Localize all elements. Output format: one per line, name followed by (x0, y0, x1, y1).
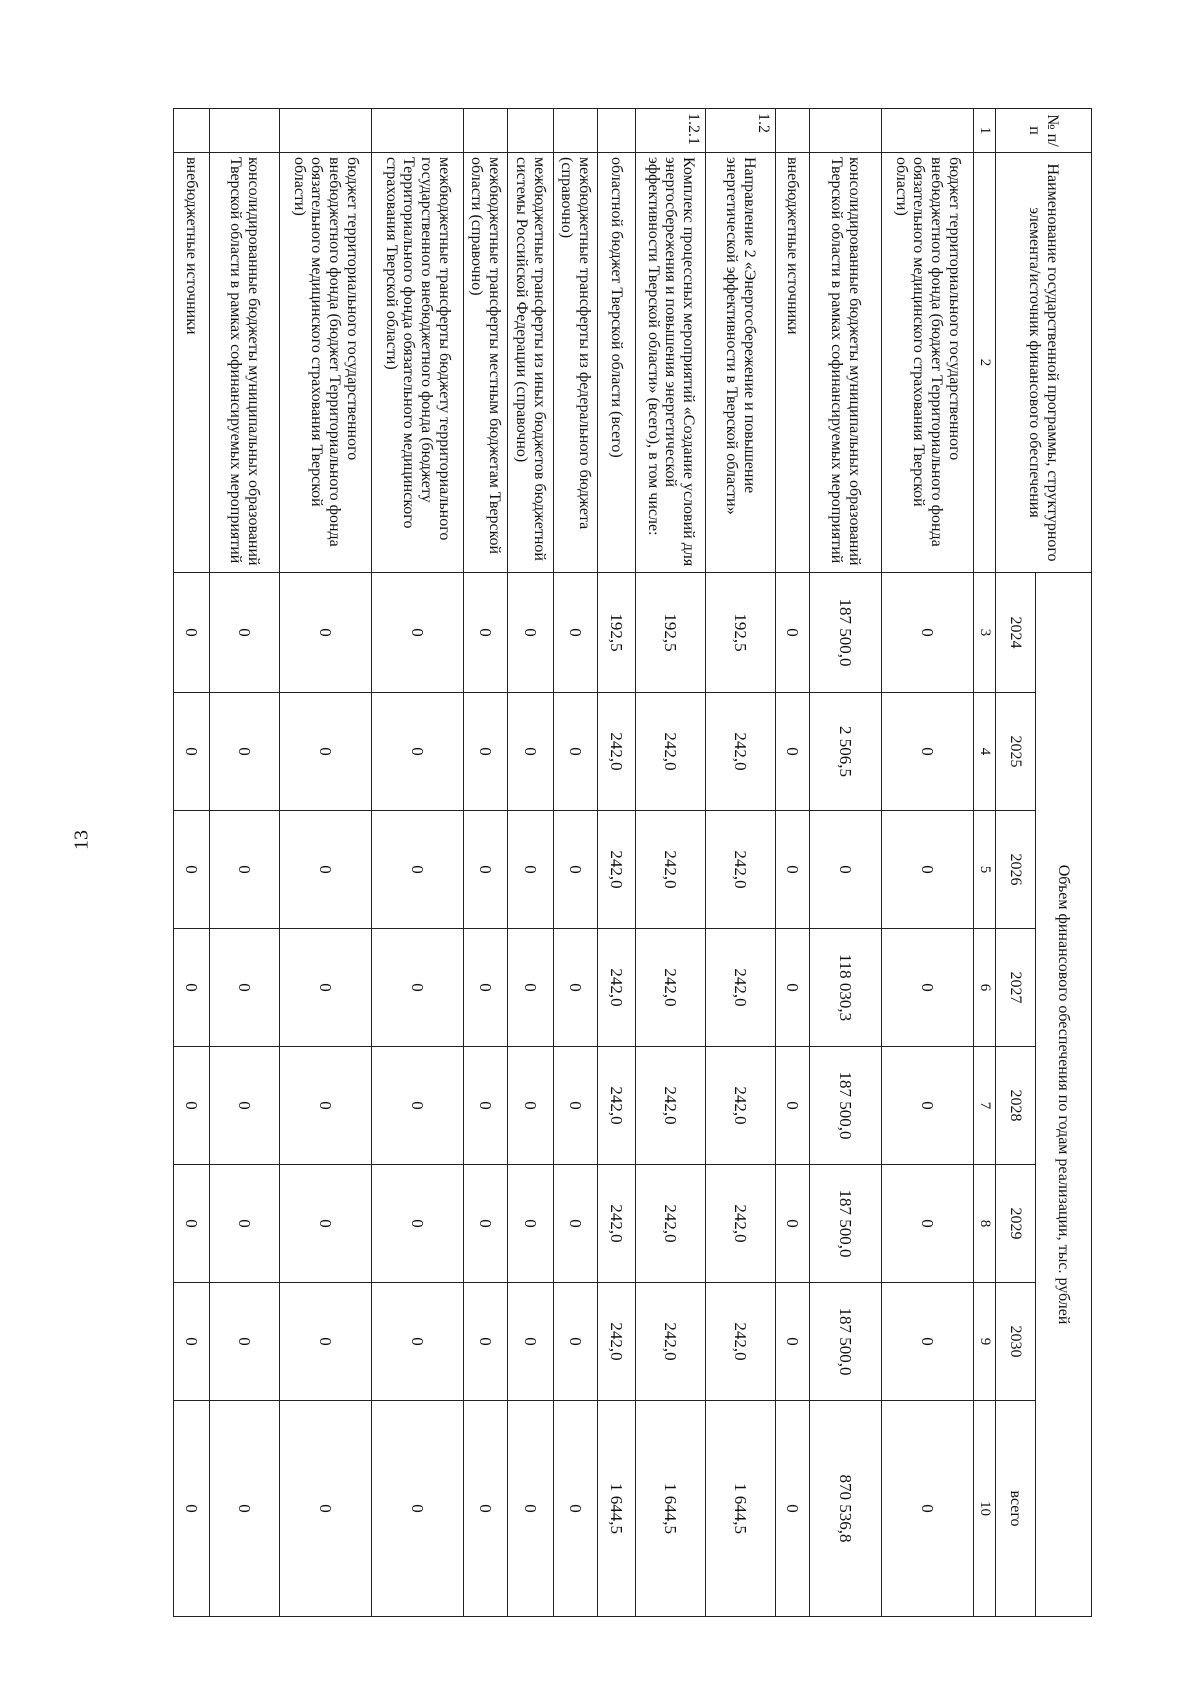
row-name: межбюджетные трансферты из иных бюджетов бюджетной системы Российской Федерации (справочно) (508, 153, 554, 573)
row-value: 0 (882, 1047, 974, 1165)
column-number: 3 (974, 573, 996, 693)
row-value: 242,0 (636, 1283, 706, 1401)
table-row (598, 109, 636, 1617)
column-number: 6 (974, 929, 996, 1047)
row-name: консолидированные бюджеты муниципальных образований Тверской области в рамках софинансируемых мероприятий (810, 153, 882, 573)
header-name: Наименование государственной программы, структурного элемента/источник финансового обеспечения (996, 153, 1092, 573)
header-funding: Объем финансового обеспечения по годам реализации, тыс. рублей (1036, 573, 1092, 1617)
column-number: 7 (974, 1047, 996, 1165)
row-value: 242,0 (598, 811, 636, 929)
row-value: 0 (554, 1283, 598, 1401)
row-value: 0 (776, 1165, 810, 1283)
row-value: 242,0 (598, 1283, 636, 1401)
row-total: 0 (464, 1401, 508, 1617)
row-value: 0 (508, 573, 554, 693)
table-row (372, 109, 464, 1617)
row-value: 0 (464, 1165, 508, 1283)
table-row (554, 109, 598, 1617)
row-name: бюджет территориального государственного внебюджетного фонда (бюджет Территориального фонда обязательного медицинского страхования Тверской области) (882, 153, 974, 573)
row-number (464, 109, 508, 153)
table-row (810, 109, 882, 1617)
row-value: 242,0 (636, 693, 706, 811)
row-value: 0 (280, 1283, 372, 1401)
row-number (508, 109, 554, 153)
row-value: 0 (280, 1047, 372, 1165)
row-value: 0 (882, 929, 974, 1047)
row-value: 0 (210, 693, 280, 811)
header-year: 2030 (996, 1283, 1036, 1401)
row-value: 0 (776, 573, 810, 693)
row-name: областной бюджет Тверской области (всего) (598, 153, 636, 573)
row-value: 0 (174, 929, 210, 1047)
column-number: 10 (974, 1401, 996, 1617)
row-value: 0 (372, 1047, 464, 1165)
header-year: 2029 (996, 1165, 1036, 1283)
row-value: 0 (210, 1283, 280, 1401)
row-number (810, 109, 882, 153)
column-number: 1 (974, 109, 996, 153)
row-value: 118 030,3 (810, 929, 882, 1047)
header-total: всего (996, 1401, 1036, 1617)
row-value: 0 (776, 1047, 810, 1165)
row-value: 2 506,5 (810, 693, 882, 811)
row-value: 0 (280, 693, 372, 811)
row-value: 0 (464, 811, 508, 929)
row-total: 0 (210, 1401, 280, 1617)
row-value: 0 (174, 1165, 210, 1283)
row-number: 1.2 (706, 109, 776, 153)
row-number: 1.2.1 (636, 109, 706, 153)
rotated-table-wrapper (184, 108, 1092, 1616)
row-name: межбюджетные трансферты бюджету территориального государственного внебюджетного фонда (бюджету Территориального фонда обязательного медицинского страхования Тверской области) (372, 153, 464, 573)
row-value: 0 (508, 1165, 554, 1283)
row-value: 0 (210, 811, 280, 929)
row-value: 0 (464, 693, 508, 811)
row-value: 0 (280, 573, 372, 693)
row-name: межбюджетные трансферты местным бюджетам Тверской области (справочно) (464, 153, 508, 573)
row-value: 0 (372, 1283, 464, 1401)
row-value: 0 (508, 1283, 554, 1401)
row-value: 0 (554, 1047, 598, 1165)
row-value: 242,0 (636, 1165, 706, 1283)
row-value: 187 500,0 (810, 1165, 882, 1283)
row-value: 242,0 (598, 1047, 636, 1165)
row-number (174, 109, 210, 153)
row-total: 0 (882, 1401, 974, 1617)
row-value: 187 500,0 (810, 1047, 882, 1165)
row-value: 242,0 (598, 1165, 636, 1283)
column-number: 9 (974, 1283, 996, 1401)
row-total: 1 644,5 (706, 1401, 776, 1617)
row-value: 192,5 (636, 573, 706, 693)
row-value: 242,0 (598, 693, 636, 811)
row-value: 0 (174, 693, 210, 811)
row-value: 0 (174, 1283, 210, 1401)
row-total: 0 (776, 1401, 810, 1617)
header-year: 2025 (996, 693, 1036, 811)
row-total: 0 (554, 1401, 598, 1617)
row-value: 242,0 (706, 693, 776, 811)
row-value: 0 (372, 573, 464, 693)
table-row (508, 109, 554, 1617)
row-value: 0 (464, 1047, 508, 1165)
page-number: 13 (70, 830, 93, 850)
row-number (372, 109, 464, 153)
row-value: 0 (508, 1047, 554, 1165)
table-row (174, 109, 210, 1617)
row-value: 242,0 (706, 811, 776, 929)
row-name: внебюджетные источники (174, 153, 210, 573)
row-value: 0 (508, 693, 554, 811)
row-value: 242,0 (706, 1047, 776, 1165)
row-value: 242,0 (598, 929, 636, 1047)
column-number: 2 (974, 153, 996, 573)
row-name: консолидированные бюджеты муниципальных образований Тверской области в рамках софинансируемых мероприятий (210, 153, 280, 573)
row-number (554, 109, 598, 153)
row-total: 0 (174, 1401, 210, 1617)
row-number (776, 109, 810, 153)
row-value: 0 (210, 1165, 280, 1283)
row-value: 0 (210, 1047, 280, 1165)
column-number: 4 (974, 693, 996, 811)
header-year: 2027 (996, 929, 1036, 1047)
row-value: 0 (508, 811, 554, 929)
funding-table (173, 108, 1092, 1617)
row-value: 242,0 (706, 1283, 776, 1401)
row-value: 0 (882, 573, 974, 693)
row-total: 0 (508, 1401, 554, 1617)
column-number: 8 (974, 1165, 996, 1283)
header-year: 2026 (996, 811, 1036, 929)
row-value: 0 (882, 811, 974, 929)
row-value: 0 (174, 811, 210, 929)
row-value: 0 (372, 929, 464, 1047)
row-value: 0 (174, 1047, 210, 1165)
table-row (636, 109, 706, 1617)
row-number (882, 109, 974, 153)
table-row (776, 109, 810, 1617)
row-name: бюджет территориального государственного внебюджетного фонда (бюджет Территориального фонда обязательного медицинского страхования Тверской области) (280, 153, 372, 573)
row-name: Комплекс процессных мероприятий «Создание условий для энергосбережения и повышения энергетической эффективности Тверской области» (всего), в том числе: (636, 153, 706, 573)
row-value: 0 (776, 929, 810, 1047)
row-value: 0 (280, 929, 372, 1047)
row-total: 1 644,5 (636, 1401, 706, 1617)
row-value: 0 (280, 811, 372, 929)
row-value: 0 (210, 929, 280, 1047)
row-value: 0 (882, 1165, 974, 1283)
table-row (280, 109, 372, 1617)
row-value: 242,0 (636, 1047, 706, 1165)
table-row (706, 109, 776, 1617)
row-value: 0 (372, 693, 464, 811)
row-value: 0 (882, 1283, 974, 1401)
row-value: 0 (372, 811, 464, 929)
row-value: 0 (810, 811, 882, 929)
row-value: 242,0 (636, 811, 706, 929)
row-name: межбюджетные трансферты из федерального бюджета (справочно) (554, 153, 598, 573)
column-number: 5 (974, 811, 996, 929)
row-value: 0 (776, 1283, 810, 1401)
row-number (210, 109, 280, 153)
row-value: 242,0 (706, 929, 776, 1047)
row-value: 187 500,0 (810, 1283, 882, 1401)
row-total: 0 (280, 1401, 372, 1617)
row-name: Направление 2 «Энергосбережение и повышение энергетической эффективности в Тверской области» (706, 153, 776, 573)
row-number (598, 109, 636, 153)
row-value: 0 (280, 1165, 372, 1283)
row-value: 0 (464, 929, 508, 1047)
row-total: 870 536,8 (810, 1401, 882, 1617)
row-value: 0 (372, 1165, 464, 1283)
row-value: 242,0 (636, 929, 706, 1047)
table-row (882, 109, 974, 1617)
row-value: 0 (882, 693, 974, 811)
row-value: 242,0 (706, 1165, 776, 1283)
row-value: 0 (464, 1283, 508, 1401)
row-value: 0 (776, 811, 810, 929)
row-value: 187 500,0 (810, 573, 882, 693)
row-value: 0 (554, 1165, 598, 1283)
table-row (210, 109, 280, 1617)
row-value: 0 (554, 573, 598, 693)
table-row (464, 109, 508, 1617)
row-value: 0 (554, 811, 598, 929)
row-total: 1 644,5 (598, 1401, 636, 1617)
row-value: 192,5 (706, 573, 776, 693)
row-total: 0 (372, 1401, 464, 1617)
row-name: внебюджетные источники (776, 153, 810, 573)
header-year: 2024 (996, 573, 1036, 693)
header-year: 2028 (996, 1047, 1036, 1165)
row-value: 192,5 (598, 573, 636, 693)
row-value: 0 (776, 693, 810, 811)
row-value: 0 (554, 929, 598, 1047)
row-value: 0 (174, 573, 210, 693)
row-value: 0 (508, 929, 554, 1047)
row-value: 0 (210, 573, 280, 693)
row-value: 0 (464, 573, 508, 693)
row-value: 0 (554, 693, 598, 811)
header-no: № п/п (996, 109, 1092, 153)
row-number (280, 109, 372, 153)
